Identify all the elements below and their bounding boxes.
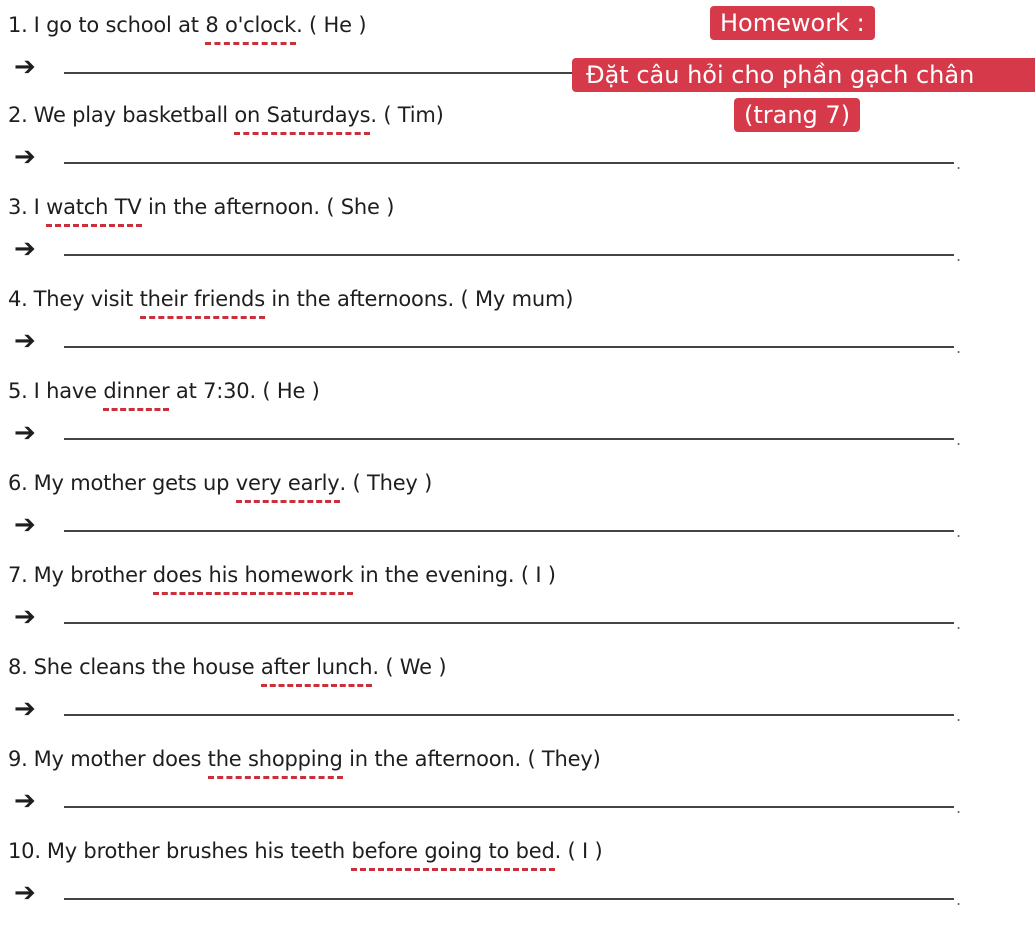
exercise-6 [0, 466, 1035, 558]
sentence-text-before: I [33, 195, 47, 219]
line-end-dot: . [956, 890, 962, 909]
page-reference-banner: (trang 7) [734, 98, 860, 132]
exercise-sentence [8, 742, 601, 776]
exercise-7 [0, 558, 1035, 650]
exercise-number: 8. [8, 655, 28, 679]
exercise-sentence [8, 558, 556, 592]
exercise-number: 10. [8, 839, 41, 863]
sentence-text-after: . ( I ) [554, 839, 603, 863]
sentence-text-before: My brother brushes his teeth [46, 839, 352, 863]
answer-line[interactable] [64, 254, 954, 256]
exercise-8 [0, 650, 1035, 742]
exercise-sentence [8, 374, 320, 408]
answer-line[interactable] [64, 714, 954, 716]
exercise-number: 3. [8, 195, 28, 219]
exercise-number: 4. [8, 287, 28, 311]
underlined-phrase: does his homework [153, 558, 353, 592]
sentence-text-before: They visit [33, 287, 140, 311]
sentence-text-after: . ( We ) [372, 655, 447, 679]
sentence-text-after: at 7:30. ( He ) [169, 379, 320, 403]
exercise-number: 5. [8, 379, 28, 403]
underlined-phrase: the shopping [208, 742, 343, 776]
arrow-icon: ➔ [14, 52, 36, 82]
exercise-3 [0, 190, 1035, 282]
exercise-2 [0, 98, 1035, 190]
underlined-phrase: before going to bed [351, 834, 554, 868]
exercise-sentence [8, 8, 366, 42]
line-end-dot: . [956, 614, 962, 633]
arrow-icon: ➔ [14, 418, 36, 448]
underlined-phrase: 8 o'clock [205, 8, 296, 42]
line-end-dot: . [956, 430, 962, 449]
exercise-sentence [8, 466, 432, 500]
exercise-9 [0, 742, 1035, 834]
exercise-4 [0, 282, 1035, 374]
sentence-text-before: My mother does [33, 747, 208, 771]
underlined-phrase: on Saturdays [234, 98, 370, 132]
answer-line[interactable] [64, 898, 954, 900]
arrow-icon: ➔ [14, 234, 36, 264]
exercise-sentence [8, 190, 394, 224]
exercise-5 [0, 374, 1035, 466]
answer-line[interactable] [64, 806, 954, 808]
line-end-dot: . [956, 522, 962, 541]
sentence-text-before: My brother [33, 563, 153, 587]
sentence-text-before: I go to school at [33, 13, 206, 37]
exercise-number: 9. [8, 747, 28, 771]
sentence-text-after: . ( He ) [296, 13, 367, 37]
sentence-text-before: My mother gets up [33, 471, 236, 495]
answer-line[interactable] [64, 622, 954, 624]
sentence-text-after: . ( Tim) [370, 103, 444, 127]
homework-title-banner: Homework : [710, 6, 875, 40]
underlined-phrase: dinner [103, 374, 169, 408]
exercise-number: 2. [8, 103, 28, 127]
exercise-10 [0, 834, 1035, 926]
line-end-dot: . [956, 154, 962, 173]
underlined-phrase: very early [236, 466, 340, 500]
exercise-sentence [8, 98, 444, 132]
exercise-number: 1. [8, 13, 28, 37]
arrow-icon: ➔ [14, 510, 36, 540]
arrow-icon: ➔ [14, 326, 36, 356]
exercise-number: 7. [8, 563, 28, 587]
underlined-phrase: watch TV [46, 190, 141, 224]
arrow-icon: ➔ [14, 786, 36, 816]
answer-line[interactable] [64, 162, 954, 164]
answer-line[interactable] [64, 346, 954, 348]
arrow-icon: ➔ [14, 694, 36, 724]
sentence-text-after: in the afternoons. ( My mum) [264, 287, 574, 311]
line-end-dot: . [956, 706, 962, 725]
sentence-text-after: . ( They ) [339, 471, 433, 495]
sentence-text-before: I have [33, 379, 104, 403]
underlined-phrase: their friends [140, 282, 265, 316]
sentence-text-after: in the evening. ( I ) [353, 563, 556, 587]
line-end-dot: . [956, 798, 962, 817]
arrow-icon: ➔ [14, 602, 36, 632]
sentence-text-before: We play basketball [33, 103, 235, 127]
exercise-sentence [8, 650, 446, 684]
sentence-text-after: in the afternoon. ( She ) [141, 195, 395, 219]
sentence-text-after: in the afternoon. ( They) [342, 747, 601, 771]
arrow-icon: ➔ [14, 878, 36, 908]
answer-line[interactable] [64, 530, 954, 532]
line-end-dot: . [956, 246, 962, 265]
instruction-banner: Đặt câu hỏi cho phần gạch chân [572, 58, 1035, 92]
exercise-sentence [8, 834, 603, 868]
underlined-phrase: after lunch [261, 650, 372, 684]
line-end-dot: . [956, 338, 962, 357]
exercise-sentence [8, 282, 573, 316]
exercise-number: 6. [8, 471, 28, 495]
answer-line[interactable] [64, 438, 954, 440]
sentence-text-before: She cleans the house [33, 655, 261, 679]
arrow-icon: ➔ [14, 142, 36, 172]
